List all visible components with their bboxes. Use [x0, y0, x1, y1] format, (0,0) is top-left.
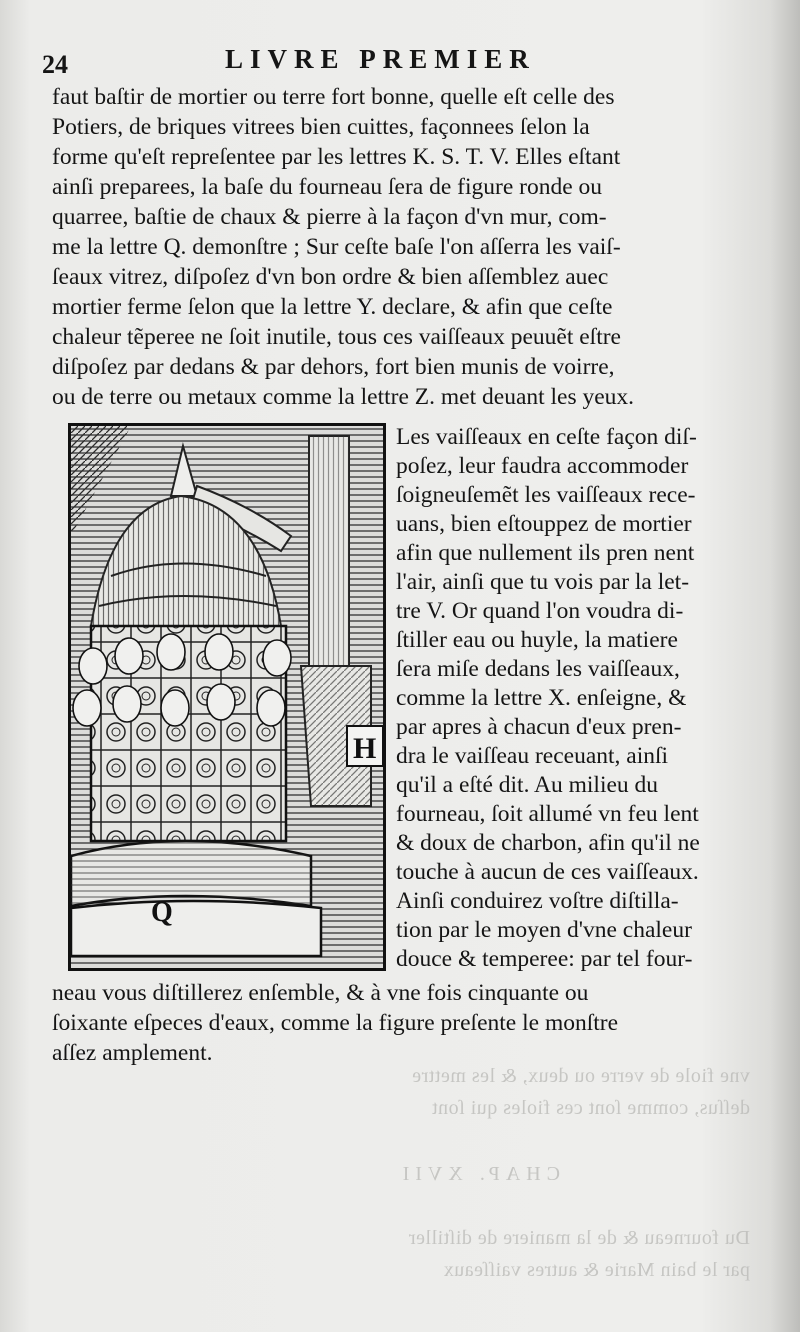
text-line: uans, bien eſtouppez de mortier	[396, 511, 692, 537]
text-line: par apres à chacun d'eux pren-	[396, 714, 682, 740]
text-line: mortier ferme ſelon que la lettre Y. declare, & afin que ceſte	[52, 294, 613, 320]
text-line: tre V. Or quand l'on voudra di-	[396, 598, 684, 624]
show-through-line: CHAP. XVII	[396, 1163, 560, 1185]
woodcut-furnace-illustration	[68, 423, 386, 971]
show-through-line: Du fourneau & de la maniere de diſtiller	[408, 1227, 750, 1249]
text-line: dra le vaiſſeau receuant, ainſi	[396, 743, 669, 769]
text-line: Potiers, de briques vitrees bien cuittes, façonnees ſelon la	[52, 114, 590, 140]
text-line: forme qu'eſt repreſentee par les lettres K. S. T. V. Elles eſtant	[52, 144, 621, 170]
text-line: tion par le moyen d'vne chaleur	[396, 917, 692, 943]
text-line: ou de terre ou metaux comme la lettre Z. met deuant les yeux.	[52, 384, 635, 410]
text-line: Les vaiſſeaux en ceſte façon diſ-	[396, 424, 697, 450]
show-through-line: deſſus, comme ſont ces fioles qui ſont	[431, 1097, 750, 1119]
text-line: chaleur tẽperee ne ſoit inutile, tous ces vaiſſeaux peuuẽt eſtre	[52, 324, 621, 350]
show-through-line: par le bain Marie & autres vaiſſeaux	[443, 1259, 750, 1281]
text-line: poſez, leur faudra accommoder	[396, 453, 689, 479]
text-line: Ainſi conduirez voſtre diſtilla-	[396, 888, 679, 914]
text-line: qu'il a eſté dit. Au milieu du	[396, 772, 659, 798]
running-head: LIVRE PREMIER	[225, 44, 536, 74]
text-line: neau vous diſtillerez enſemble, & à vne fois cinquante ou	[52, 980, 589, 1006]
text-line: diſpoſez par dedans & par dehors, fort bien munis de voirre,	[52, 354, 615, 380]
text-line: douce & temperee: par tel four-	[396, 946, 693, 972]
text-line: ſeaux vitrez, diſpoſez d'vn bon ordre & bien aſſemblez auec	[52, 264, 609, 290]
page-number: 24	[42, 50, 68, 79]
text-line: aſſez amplement.	[52, 1040, 213, 1066]
text-line: afin que nullement ils pren nent	[396, 540, 695, 566]
figure-letter-h: H	[353, 732, 377, 765]
figure-letter-q: Q	[151, 897, 173, 928]
text-line: quarree, baſtie de chaux & pierre à la façon d'vn mur, com-	[52, 204, 607, 230]
text-line: ſera miſe dedans les vaiſſeaux,	[396, 656, 680, 682]
text-line: ſoigneuſemẽt les vaiſſeaux rece-	[396, 482, 696, 508]
text-line: comme la lettre X. enſeigne, &	[396, 685, 687, 711]
text-line: faut baſtir de mortier ou terre fort bonne, quelle eſt celle des	[52, 84, 615, 110]
text-line: ſoixante eſpeces d'eaux, comme la figure preſente le monſtre	[52, 1010, 619, 1036]
text-line: ſtiller eau ou huyle, la matiere	[396, 627, 678, 653]
text-line: l'air, ainſi que tu vois par la let-	[396, 569, 690, 595]
show-through-line: vne fiole de verre ou deux, & les mettre	[411, 1065, 750, 1087]
text-line: ainſi preparees, la baſe du fourneau ſera de figure ronde ou	[52, 174, 603, 200]
text-line: & doux de charbon, afin qu'il ne	[396, 830, 700, 856]
text-line: fourneau, ſoit allumé vn feu lent	[396, 801, 699, 827]
text-line: touche à aucun de ces vaiſſeaux.	[396, 859, 699, 885]
text-line: me la lettre Q. demonſtre ; Sur ceſte baſe l'on aſſerra les vaiſ-	[52, 234, 621, 260]
